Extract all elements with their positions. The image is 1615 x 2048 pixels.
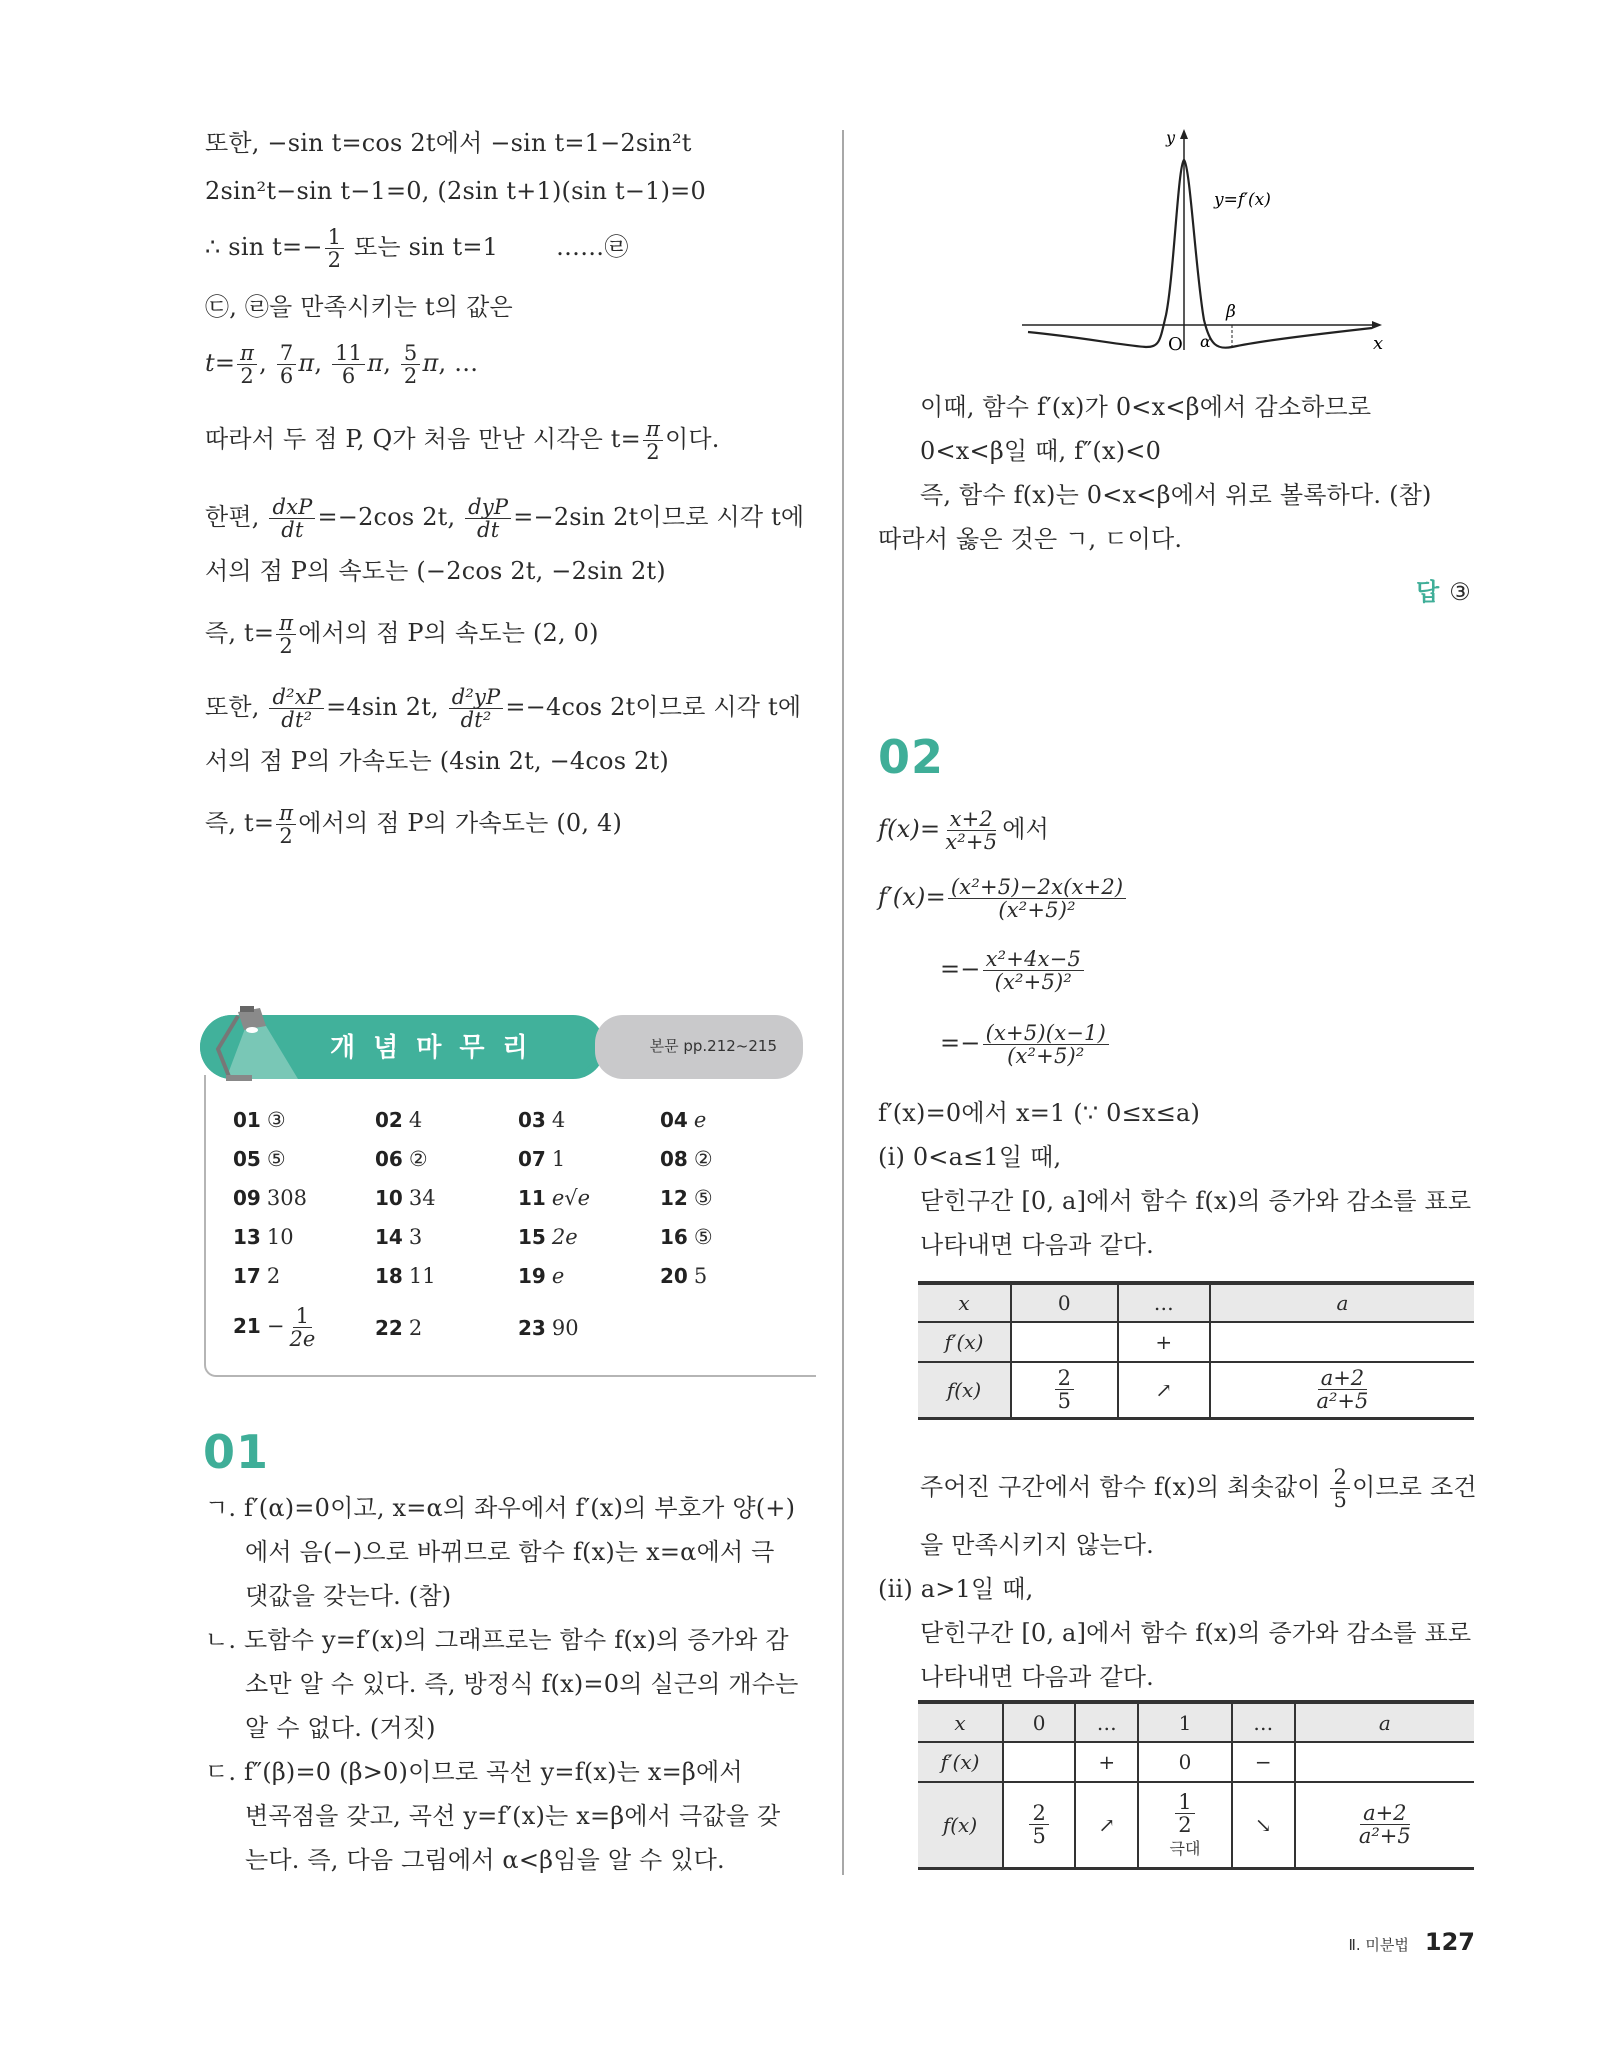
answer-item — [233, 1264, 280, 1288]
denominator: 2 — [403, 364, 418, 388]
table-header: x — [918, 1283, 1011, 1322]
numerator: 7 — [277, 342, 297, 365]
answer-item — [233, 1147, 286, 1171]
answer-item — [518, 1147, 565, 1171]
text-line — [205, 802, 622, 847]
answer-number: 21 — [233, 1314, 261, 1338]
text: f(x)= — [878, 815, 941, 843]
text-line: 2sin²t−sin t−1=0, (2sin t+1)(sin t−1)=0 — [205, 177, 706, 205]
text: =−2sin 2t이므로 시각 t에 — [513, 503, 805, 531]
table-cell — [1295, 1782, 1474, 1868]
denominator: (x²+5)² — [1007, 1044, 1085, 1068]
answer-value: 90 — [551, 1316, 579, 1340]
table-row-label: f′(x) — [918, 1322, 1011, 1362]
numerator: d²yP — [449, 686, 504, 709]
text: =−4cos 2t이므로 시각 t에 — [505, 693, 802, 721]
text: … — [446, 349, 479, 377]
numerator: π — [276, 802, 296, 825]
answer-item — [233, 1186, 307, 1210]
answer-number: 11 — [518, 1186, 546, 1210]
answer-value: e — [693, 1108, 707, 1132]
text-line: 에서 음(−)으로 바뀌므로 함수 f(x)는 x=α에서 극 — [245, 1538, 775, 1566]
fraction — [1175, 1791, 1194, 1836]
table-header: 0 — [1003, 1702, 1075, 1742]
answer-number: 10 — [375, 1186, 403, 1210]
answer-number: 01 — [233, 1108, 261, 1132]
table-cell — [1003, 1782, 1075, 1868]
answer-value: 4 — [551, 1108, 566, 1132]
text-line — [205, 418, 720, 463]
denominator: a²+5 — [1358, 1824, 1411, 1849]
numerator: dxP — [269, 496, 315, 519]
text-line: 서의 점 P의 가속도는 (4sin 2t, −4cos 2t) — [205, 747, 669, 775]
table-header: a — [1295, 1702, 1474, 1742]
denominator: a²+5 — [1316, 1389, 1369, 1414]
answer-number: 13 — [233, 1225, 261, 1249]
answer-value: ③ — [266, 1108, 286, 1132]
answer-item — [375, 1108, 422, 1132]
answer-item — [375, 1186, 436, 1210]
denominator: 2 — [1178, 1812, 1192, 1837]
answer-number: 19 — [518, 1264, 546, 1288]
text: 또한, — [205, 693, 268, 721]
review-title: 개념마무리 — [330, 1033, 546, 1063]
answer-value: 5 — [693, 1264, 708, 1288]
variation-table-2 — [918, 1700, 1474, 1870]
text-line: 즉, 함수 f(x)는 0<x<β에서 위로 볼록하다. (참) — [920, 481, 1432, 509]
text-line — [920, 1466, 1477, 1511]
equation-line — [878, 808, 1049, 853]
table-header: 0 — [1011, 1283, 1118, 1322]
answer-value: e — [551, 1264, 565, 1288]
text: 즉, t= — [205, 809, 275, 837]
text: t= — [205, 349, 236, 377]
numerator: 2 — [1029, 1802, 1048, 1825]
variation-table-1 — [918, 1281, 1474, 1420]
text-line — [205, 342, 478, 387]
table-cell — [1138, 1782, 1232, 1868]
alpha-label: α — [1200, 332, 1211, 351]
local-max-note: 극대 — [1169, 1838, 1201, 1858]
answer-number: 12 — [660, 1186, 688, 1210]
answer-tag: 답 — [1416, 578, 1440, 606]
answer-value: ⑤ — [693, 1186, 713, 1210]
solution-item-c: ㄷ. f″(β)=0 (β>0)이므로 곡선 y=f(x)는 x=β에서 — [205, 1758, 743, 1786]
text-line: 또한, −sin t=cos 2t에서 −sin t=1−2sin²t — [205, 129, 692, 157]
text: =− — [940, 955, 981, 983]
fraction — [983, 948, 1084, 993]
problem-number-02: 02 — [878, 730, 945, 784]
text-line — [205, 612, 599, 657]
decreasing-arrow-icon: ↘ — [1232, 1782, 1295, 1868]
text-line: 닫힌구간 [0, a]에서 함수 f(x)의 증가와 감소를 표로 — [920, 1187, 1472, 1215]
answer-value: ⑤ — [266, 1147, 286, 1171]
answer-number: 23 — [518, 1316, 546, 1340]
numerator: dyP — [465, 496, 511, 519]
text-line: 나타내면 다음과 같다. — [920, 1663, 1154, 1691]
answer-item — [660, 1147, 713, 1171]
table-header: 1 — [1138, 1702, 1232, 1742]
answer-number: 05 — [233, 1147, 261, 1171]
answer-number: 07 — [518, 1147, 546, 1171]
answer-item — [233, 1108, 286, 1132]
answer-value: 4 — [408, 1108, 423, 1132]
text: 한편, — [205, 503, 268, 531]
denominator: dt — [477, 518, 500, 542]
answer-item — [660, 1186, 713, 1210]
denominator: (x²+5)² — [998, 898, 1076, 922]
table-header: … — [1118, 1283, 1210, 1322]
denominator: 5 — [1057, 1389, 1071, 1414]
text-line: 나타내면 다음과 같다. — [920, 1231, 1154, 1259]
text: π — [298, 349, 315, 377]
table-cell: − — [1232, 1742, 1295, 1782]
answer-item — [660, 1264, 707, 1288]
answer-item — [518, 1225, 578, 1249]
text: 에서 — [1002, 815, 1050, 843]
text-line: 서의 점 P의 속도는 (−2cos 2t, −2sin 2t) — [205, 557, 666, 585]
denominator: x²+5 — [945, 830, 998, 854]
fraction — [237, 342, 257, 387]
equation-marker: ……㉣ — [555, 233, 629, 261]
answer-item — [660, 1108, 706, 1132]
text-line: 는다. 즉, 다음 그림에서 α<β임을 알 수 있다. — [245, 1846, 725, 1874]
derivative-graph — [1010, 125, 1390, 355]
text: =4sin 2t, — [326, 693, 447, 721]
text: , — [314, 349, 323, 377]
fraction — [276, 612, 296, 657]
fraction — [269, 496, 315, 541]
denominator: 2 — [646, 440, 660, 464]
denominator: 2 — [327, 248, 342, 272]
text-line: 댓값을 갖는다. (참) — [245, 1582, 452, 1610]
denominator: 5 — [1032, 1824, 1046, 1849]
answer-value: 34 — [408, 1186, 436, 1210]
answer-value: 10 — [266, 1225, 294, 1249]
answer-number: 18 — [375, 1264, 403, 1288]
fraction — [277, 342, 297, 387]
fraction — [983, 1022, 1109, 1067]
numerator: 1 — [1175, 1791, 1194, 1814]
increasing-arrow-icon: ↗ — [1075, 1782, 1138, 1868]
problem-number-01: 01 — [203, 1425, 270, 1479]
answer-value: 2e — [551, 1225, 578, 1249]
numerator: x²+4x−5 — [983, 948, 1084, 971]
numerator: 2 — [1055, 1367, 1074, 1390]
fraction — [269, 686, 324, 731]
answer-item — [518, 1108, 565, 1132]
table-row-label: f′(x) — [918, 1742, 1003, 1782]
text-line — [205, 686, 801, 731]
text: 주어진 구간에서 함수 f(x)의 최솟값이 — [920, 1473, 1329, 1501]
numerator: π — [643, 418, 663, 441]
answer-number: 06 — [375, 1147, 403, 1171]
fraction — [1330, 1466, 1350, 1511]
origin-label: O — [1168, 334, 1183, 355]
fraction — [276, 802, 296, 847]
text-line: 소만 알 수 있다. 즉, 방정식 f(x)=0의 실근의 개수는 — [245, 1670, 799, 1698]
text: f′(x)= — [878, 883, 946, 911]
review-page-ref-tab — [595, 1015, 803, 1079]
case-heading: (i) 0<a≤1일 때, — [878, 1143, 1062, 1171]
text-line: ㉢, ㉣을 만족시키는 t의 값은 — [205, 293, 513, 321]
fraction — [643, 418, 663, 463]
numerator: 5 — [401, 342, 421, 365]
y-axis-label: y — [1166, 128, 1176, 147]
answer-number: 04 — [660, 1108, 688, 1132]
answer-value: 11 — [408, 1264, 436, 1288]
page-ref: 본문 pp.212~215 — [649, 1037, 777, 1055]
answer-item — [518, 1186, 590, 1210]
denominator: 2 — [279, 824, 293, 848]
denominator: 6 — [279, 364, 294, 388]
fraction — [401, 342, 421, 387]
numerator: (x+5)(x−1) — [983, 1022, 1109, 1045]
text: , — [383, 349, 392, 377]
numerator: x+2 — [947, 808, 996, 831]
numerator: π — [237, 342, 257, 365]
table-cell — [1210, 1362, 1474, 1418]
beta-label: β — [1226, 302, 1236, 322]
answer-number: 03 — [518, 1108, 546, 1132]
text: π — [422, 349, 439, 377]
text: 에서의 점 P의 가속도는 (0, 4) — [298, 809, 623, 837]
text-line: 을 만족시키지 않는다. — [920, 1531, 1154, 1559]
fraction — [449, 686, 504, 731]
numerator: d²xP — [269, 686, 324, 709]
solution-item-b: ㄴ. 도함수 y=f′(x)의 그래프로는 함수 f(x)의 증가와 감 — [205, 1626, 789, 1654]
answer-value: 308 — [266, 1186, 307, 1210]
answer-item — [660, 1225, 713, 1249]
fraction — [325, 226, 345, 271]
denominator: (x²+5)² — [994, 970, 1073, 994]
table-cell: + — [1118, 1322, 1210, 1362]
denominator: 6 — [341, 364, 356, 388]
fraction — [1055, 1367, 1074, 1412]
text-line: 0<x<β일 때, f″(x)<0 — [920, 437, 1162, 465]
fraction — [1356, 1802, 1414, 1847]
table-cell: + — [1075, 1742, 1138, 1782]
text: 따라서 두 점 P, Q가 처음 만난 시각은 t= — [205, 425, 641, 453]
fraction — [948, 876, 1126, 921]
numerator: 2 — [1330, 1466, 1350, 1489]
numerator: π — [276, 612, 296, 635]
numerator: 1 — [325, 226, 345, 249]
answer-item — [375, 1264, 436, 1288]
equation-line — [878, 876, 1128, 921]
answer-sign: − — [266, 1314, 285, 1338]
text-line: f′(x)=0에서 x=1 (∵ 0≤x≤a) — [878, 1099, 1201, 1127]
fraction — [332, 342, 365, 387]
denominator: dt — [281, 518, 304, 542]
text-line — [205, 496, 804, 541]
text: =− — [940, 1029, 981, 1057]
denominator: dt² — [460, 708, 492, 732]
answer-value: ⑤ — [693, 1225, 713, 1249]
text: =−2cos 2t, — [317, 503, 464, 531]
answer-number: 08 — [660, 1147, 688, 1171]
table-header: a — [1210, 1283, 1474, 1322]
numerator: a+2 — [1318, 1367, 1367, 1390]
answer-item — [375, 1225, 422, 1249]
text-line: 알 수 없다. (거짓) — [245, 1714, 436, 1742]
table-row-label: f(x) — [918, 1362, 1011, 1418]
equation-line — [940, 1022, 1111, 1067]
text: 또는 sin t=1 — [346, 233, 499, 261]
answer-number: 16 — [660, 1225, 688, 1249]
column-divider — [842, 130, 844, 1875]
answer-value: ③ — [1449, 578, 1471, 606]
table-cell: 0 — [1138, 1742, 1232, 1782]
table-cell — [1003, 1742, 1075, 1782]
answer-value: 3 — [408, 1225, 423, 1249]
answer-number: 17 — [233, 1264, 261, 1288]
table-header: … — [1075, 1702, 1138, 1742]
answer-label — [1416, 572, 1471, 607]
table-cell — [1011, 1322, 1118, 1362]
equation-line — [940, 948, 1086, 993]
answer-number: 15 — [518, 1225, 546, 1249]
text: ∴ sin t=− — [205, 233, 323, 261]
denominator: 2 — [279, 634, 293, 658]
numerator: 11 — [332, 342, 365, 365]
text-line: 변곡점을 갖고, 곡선 y=f′(x)는 x=β에서 극값을 갖 — [245, 1802, 781, 1830]
table-row-label: f(x) — [918, 1782, 1003, 1868]
answer-number: 09 — [233, 1186, 261, 1210]
answer-item — [233, 1225, 294, 1249]
table-header: x — [918, 1702, 1003, 1742]
text: 이므로 조건 — [1352, 1473, 1477, 1501]
x-axis-label: x — [1373, 333, 1384, 354]
answer-item — [233, 1305, 320, 1350]
numerator: a+2 — [1360, 1802, 1409, 1825]
text: π — [367, 349, 384, 377]
fraction — [286, 1305, 318, 1350]
answer-value: 1 — [551, 1147, 566, 1171]
answer-number: 02 — [375, 1108, 403, 1132]
answer-number: 22 — [375, 1316, 403, 1340]
answer-value: ② — [408, 1147, 428, 1171]
text: 에서의 점 P의 속도는 (2, 0) — [298, 619, 599, 647]
text: , — [438, 349, 447, 377]
solution-item-a: ㄱ. f′(α)=0이고, x=α의 좌우에서 f′(x)의 부호가 양(+) — [205, 1494, 796, 1522]
answer-item — [518, 1316, 579, 1340]
answer-item — [375, 1147, 428, 1171]
denominator: dt² — [281, 708, 313, 732]
page-number: 127 — [1424, 1928, 1475, 1956]
answer-value: 2 — [408, 1316, 423, 1340]
fraction — [1313, 1367, 1371, 1412]
answer-item — [518, 1264, 564, 1288]
case-heading: (ii) a>1일 때, — [878, 1575, 1034, 1603]
answer-value: ② — [693, 1147, 713, 1171]
answer-value: 2 — [266, 1264, 281, 1288]
answer-number: 20 — [660, 1264, 688, 1288]
denominator: 5 — [1333, 1488, 1348, 1512]
fraction — [942, 808, 1000, 853]
table-cell — [1011, 1362, 1118, 1418]
table-header: … — [1232, 1702, 1295, 1742]
numerator: (x²+5)−2x(x+2) — [948, 876, 1126, 899]
text-line: 이때, 함수 f′(x)가 0<x<β에서 감소하므로 — [920, 393, 1372, 421]
denominator: 2 — [240, 364, 254, 388]
page-footer — [1349, 1928, 1476, 1956]
text-line — [205, 226, 629, 271]
table-cell — [1295, 1742, 1474, 1782]
table-cell — [1210, 1322, 1474, 1362]
answer-value: e√e — [551, 1186, 591, 1210]
text: 이다. — [664, 425, 720, 453]
answer-number: 14 — [375, 1225, 403, 1249]
text-line: 닫힌구간 [0, a]에서 함수 f(x)의 증가와 감소를 표로 — [920, 1619, 1472, 1647]
denominator: 2e — [289, 1327, 316, 1351]
numerator: 1 — [293, 1305, 312, 1328]
fraction — [1029, 1802, 1048, 1847]
answer-item — [375, 1316, 422, 1340]
chapter-label: Ⅱ. 미분법 — [1348, 1936, 1409, 1954]
text-line: 따라서 옳은 것은 ㄱ, ㄷ이다. — [878, 525, 1183, 553]
fraction — [465, 496, 511, 541]
text: , — [259, 349, 268, 377]
increasing-arrow-icon: ↗ — [1118, 1362, 1210, 1418]
text: 즉, t= — [205, 619, 275, 647]
curve-label: y=f′(x) — [1214, 190, 1271, 210]
desk-lamp-icon — [208, 1004, 308, 1084]
